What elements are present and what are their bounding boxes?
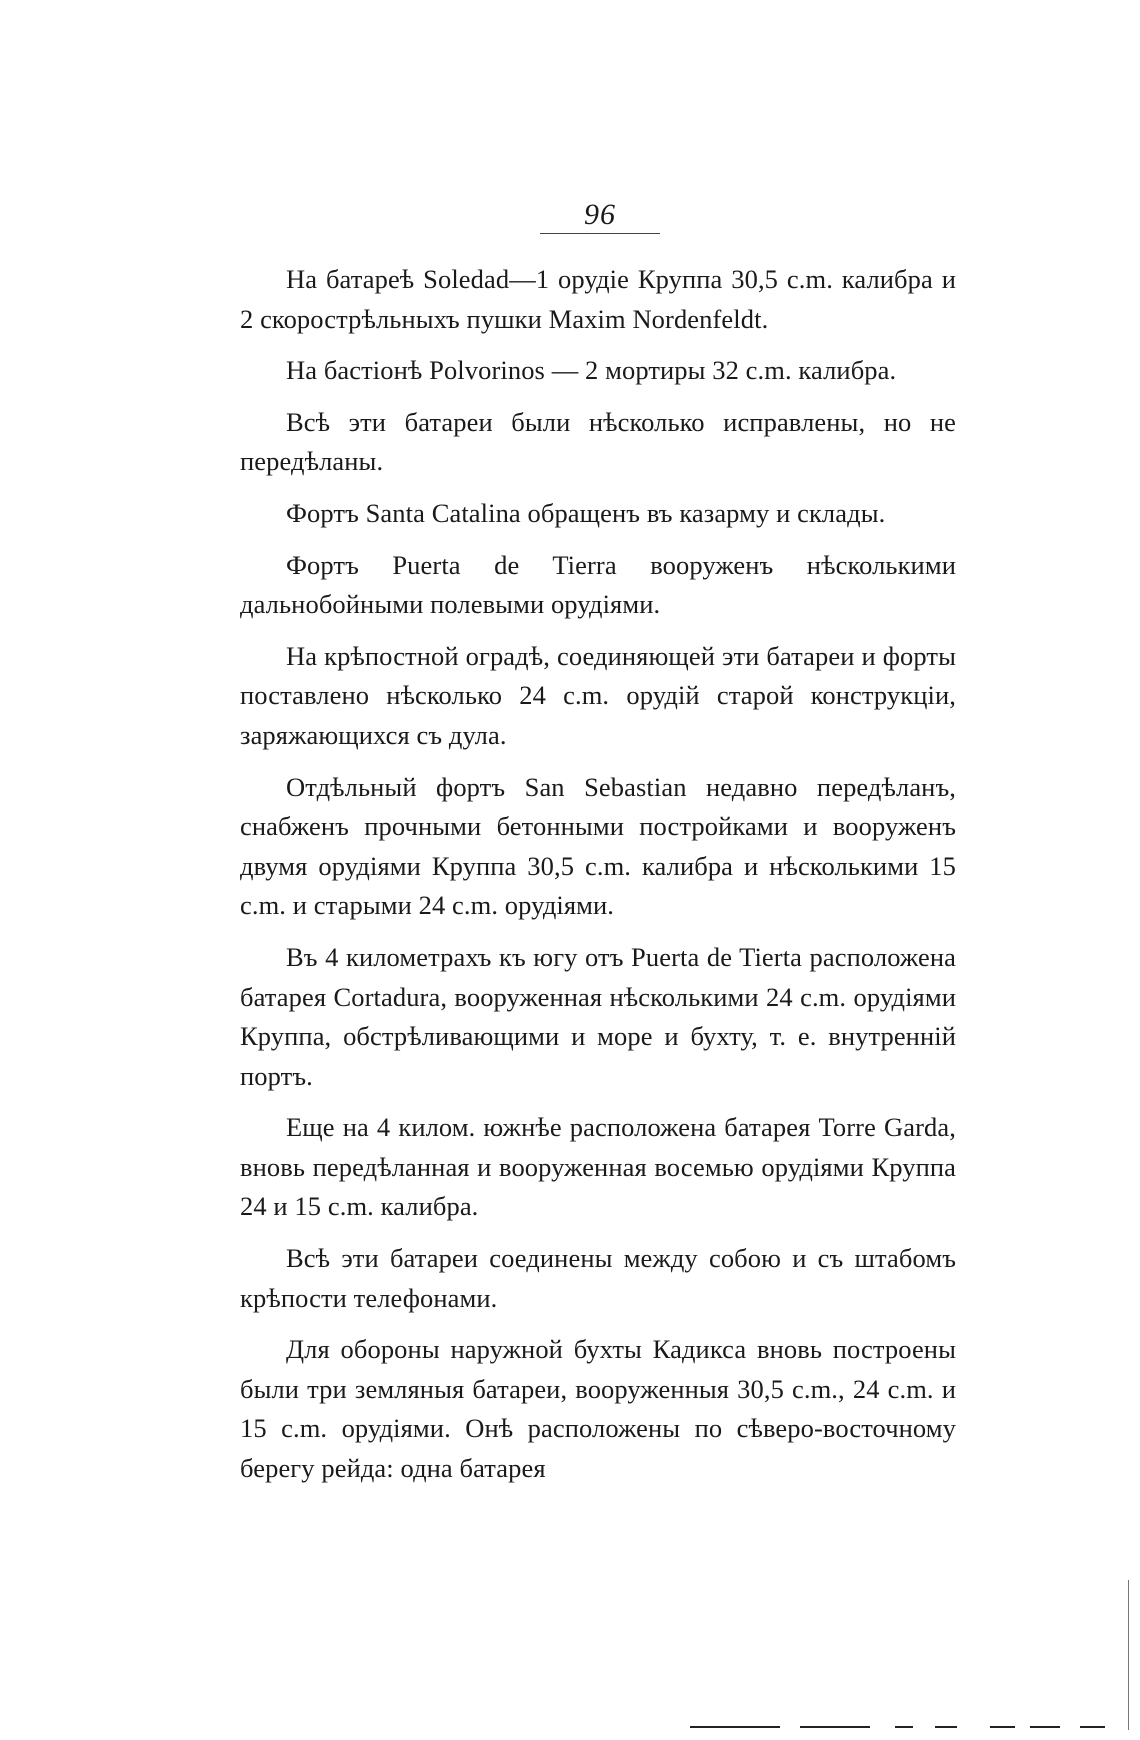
scan-edge-mark bbox=[935, 1726, 957, 1728]
text-block bbox=[240, 260, 956, 1501]
paragraph: Всѣ эти батареи были нѣсколько исправлены, но не передѣланы. bbox=[240, 406, 956, 477]
paragraph: Фортъ Puerta de Tierra вооруженъ нѣсколькими дальнобойными полевыми орудіями. bbox=[240, 549, 956, 620]
scan-edge-line bbox=[1128, 1580, 1129, 1730]
paragraph: Еще на 4 килом. южнѣе расположена батарея Torre Garda, вновь передѣланная и вооруженная восемью орудіями Круппа 24 и 15 c.m. калибра. bbox=[240, 1112, 956, 1222]
paragraph: Для обороны наружной бухты Кадикса вновь построены были три земляныя батареи, вооруженныя 30,5 c.m., 24 c.m. и 15 c.m. орудіями. Онѣ расположены по сѣверо-восточному берегу рейда: одна батарея bbox=[240, 1334, 956, 1484]
paragraph: Всѣ эти батареи соединены между собою и съ штабомъ крѣпости телефонами. bbox=[240, 1243, 956, 1313]
paragraph: На батареѣ Soledad—1 орудіе Круппа 30,5 c.m. калибра и 2 скорострѣльныхъ пушки Maxim Nordenfeldt. bbox=[240, 264, 956, 334]
scan-edge-mark bbox=[895, 1726, 913, 1728]
page-number-rule bbox=[540, 233, 660, 234]
paragraph: Отдѣльный фортъ San Sebastian недавно передѣланъ, снабженъ прочными бетонными постройками и вооруженъ двумя орудіями Круппа 30,5 c.m. калибра и нѣсколькими 15 c.m. и старыми 24 c.m. орудіями. bbox=[240, 771, 956, 921]
paragraph: На крѣпостной оградѣ, соединяющей эти батареи и форты поставлено нѣсколько 24 c.m. орудій старой конструкціи, заряжающихся съ дула. bbox=[240, 640, 956, 750]
scan-edge-mark bbox=[690, 1726, 780, 1728]
scan-edge-mark bbox=[1080, 1726, 1105, 1728]
page-number: 96 bbox=[584, 198, 616, 231]
paragraph: Въ 4 километрахъ къ югу отъ Puerta de Tierta расположена батарея Cortadura, вооруженная нѣсколькими 24 c.m. орудіями Круппа, обстрѣливающими и море и бухту, т. е. внутренній портъ. bbox=[240, 941, 956, 1091]
scan-edge-mark bbox=[800, 1726, 870, 1728]
scan-edge-mark bbox=[990, 1726, 1015, 1728]
scan-edge-mark bbox=[1030, 1726, 1060, 1728]
paragraph: На бастіонѣ Polvorinos — 2 мортиры 32 c.m. калибра. bbox=[286, 355, 897, 386]
paragraph: Фортъ Santa Catalina обращенъ въ казарму и склады. bbox=[286, 497, 886, 528]
